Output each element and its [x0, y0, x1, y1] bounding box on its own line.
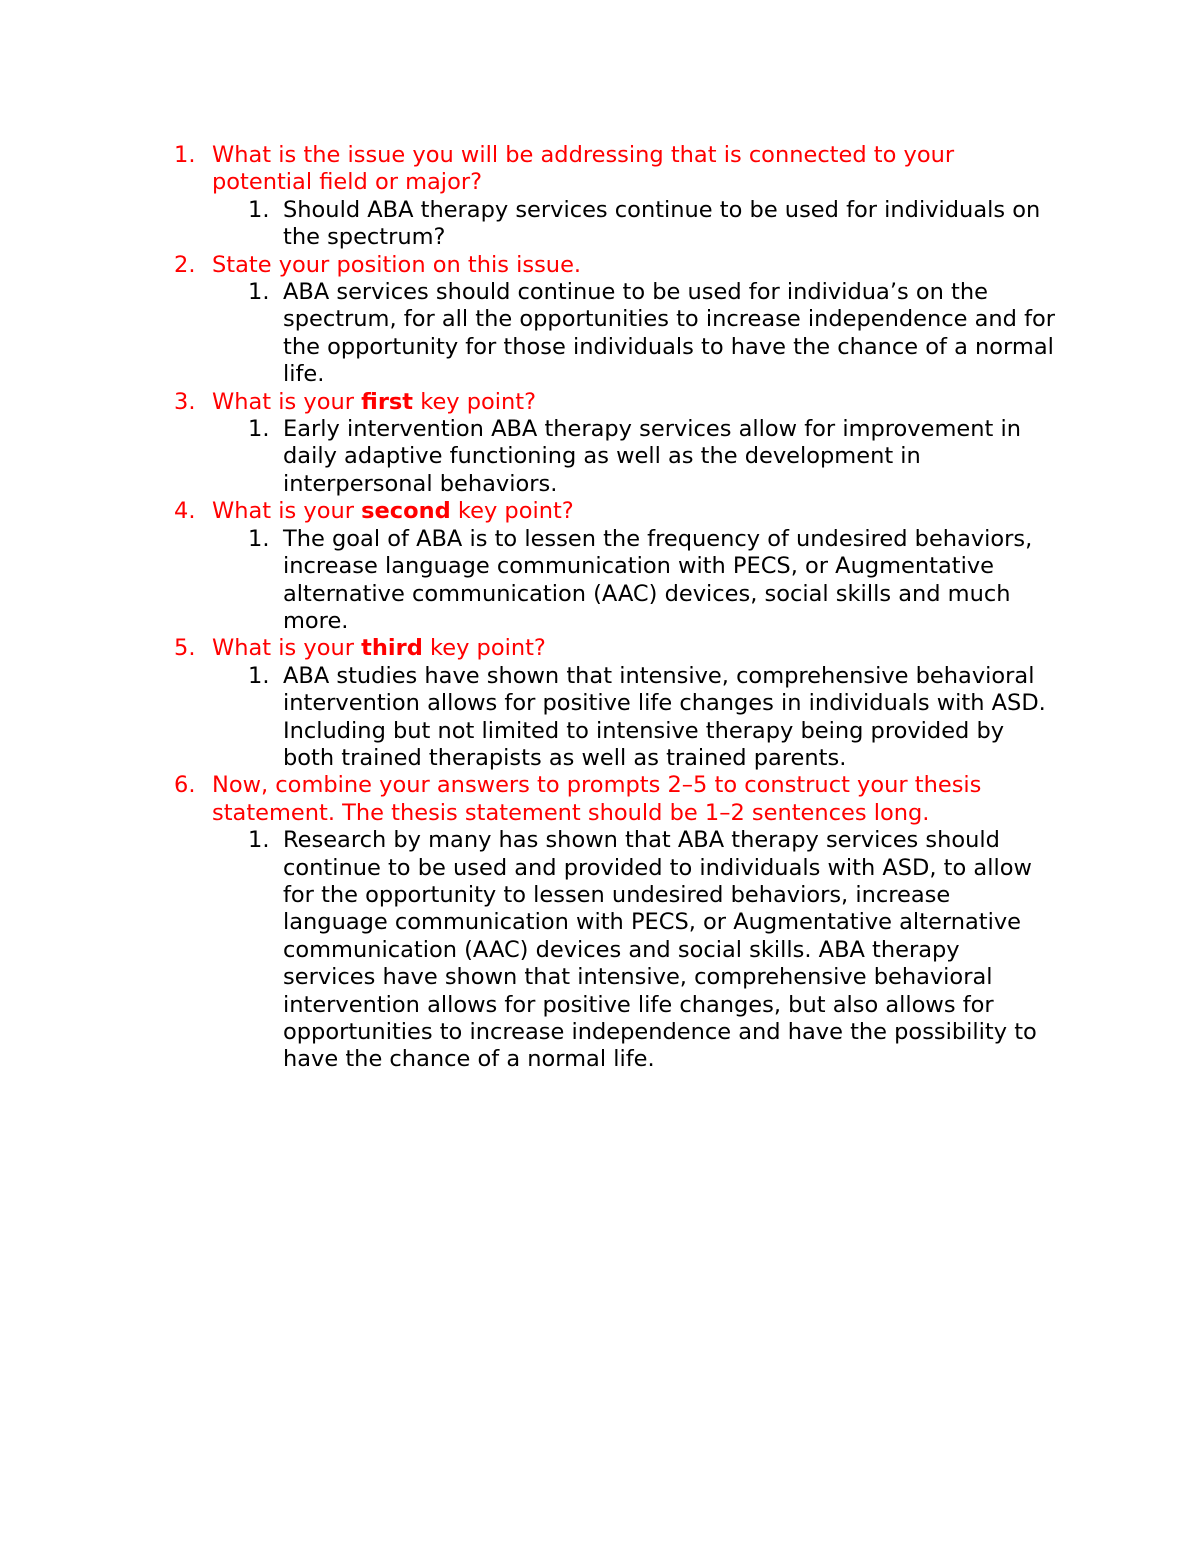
- prompt-item: [0, 635, 1200, 772]
- prompt-text: [212, 635, 546, 661]
- prompt: [0, 772, 1032, 827]
- prompt-text-bold: second: [361, 498, 451, 525]
- answer-text: Should ABA therapy services continue to be used for individuals on the spectrum?: [283, 196, 1041, 251]
- answer-text: Early intervention ABA therapy services allow for improvement in daily adaptive functioning as well as the development in interpersonal behaviors.: [283, 416, 1021, 497]
- prompt-text: [212, 498, 574, 524]
- answer: [0, 526, 1058, 636]
- prompt-text-before: What is your: [212, 635, 362, 662]
- answer: [0, 827, 1058, 1074]
- prompt-text-bold: first: [361, 388, 414, 415]
- prompt-number: 4.: [174, 498, 196, 525]
- prompt-text-before: What is your: [212, 388, 362, 415]
- prompt-text-before: State your position on this issue.: [212, 251, 582, 278]
- prompt-text: [212, 772, 981, 825]
- answer-number: 1.: [248, 279, 270, 306]
- prompt-item: [0, 142, 1200, 252]
- prompt-text: [212, 142, 954, 195]
- answer: [0, 663, 1058, 773]
- answer-number: 1.: [248, 827, 270, 854]
- answer-text: ABA studies have shown that intensive, comprehensive behavioral intervention allows for positive life changes in individuals with ASD. Including but not limited to intensive therapy being provided by both trained therapists as well as trained parents.: [283, 662, 1046, 771]
- prompt-text-after: key point?: [422, 635, 546, 662]
- prompt-number: 6.: [174, 772, 196, 799]
- prompt-number: 5.: [174, 635, 196, 662]
- prompt: [0, 142, 1032, 197]
- prompt-text-after: key point?: [450, 498, 574, 525]
- prompt-text-after: key point?: [413, 388, 537, 415]
- prompt: [0, 498, 1032, 525]
- prompt-item: [0, 772, 1200, 1073]
- prompt-item: [0, 498, 1200, 635]
- prompt-text-before: What is the issue you will be addressing that is connected to your potential field or major?: [212, 142, 955, 196]
- answer-number: 1.: [248, 196, 270, 223]
- answer: [0, 197, 1058, 252]
- prompt-text-before: Now, combine your answers to prompts 2–5 to construct your thesis statement. The thesis statement should be 1–2 sentences long.: [212, 772, 982, 826]
- answer-number: 1.: [248, 525, 270, 552]
- prompt: [0, 252, 1032, 279]
- document-body: [0, 142, 1200, 1074]
- answer: [0, 416, 1058, 498]
- prompt-list: [0, 142, 1200, 1074]
- answer-text: The goal of ABA is to lessen the frequency of undesired behaviors, increase language communication with PECS, or Augmentative alternative communication (AAC) devices, social skills and much more.: [283, 525, 1033, 634]
- prompt-number: 2.: [174, 251, 196, 278]
- prompt-text-bold: third: [361, 635, 423, 662]
- answer-text: Research by many has shown that ABA therapy services should continue to be used and provided to individuals with ASD, to allow for the opportunity to lessen undesired behaviors, increase language communication with PECS, or Augmentative alternative communication (AAC) devices and social skills. ABA therapy services have shown that intensive, comprehensive behavioral intervention allows for positive life changes, but also allows for opportunities to increase independence and have the possibility to have the chance of a normal life.: [283, 827, 1037, 1073]
- prompt-item: [0, 389, 1200, 499]
- prompt-item: [0, 252, 1200, 389]
- answer-number: 1.: [248, 662, 270, 689]
- prompt-number: 1.: [174, 142, 196, 168]
- answer-number: 1.: [248, 416, 270, 443]
- answer: [0, 279, 1058, 389]
- prompt: [0, 389, 1032, 416]
- answer-text: ABA services should continue to be used for individua’s on the spectrum, for all the opportunities to increase independence and for the opportunity for those individuals to have the chance of a normal life.: [283, 279, 1056, 388]
- prompt-text: [212, 252, 581, 278]
- prompt-text: [212, 389, 536, 415]
- prompt: [0, 635, 1032, 662]
- prompt-text-before: What is your: [212, 498, 362, 525]
- prompt-number: 3.: [174, 388, 196, 415]
